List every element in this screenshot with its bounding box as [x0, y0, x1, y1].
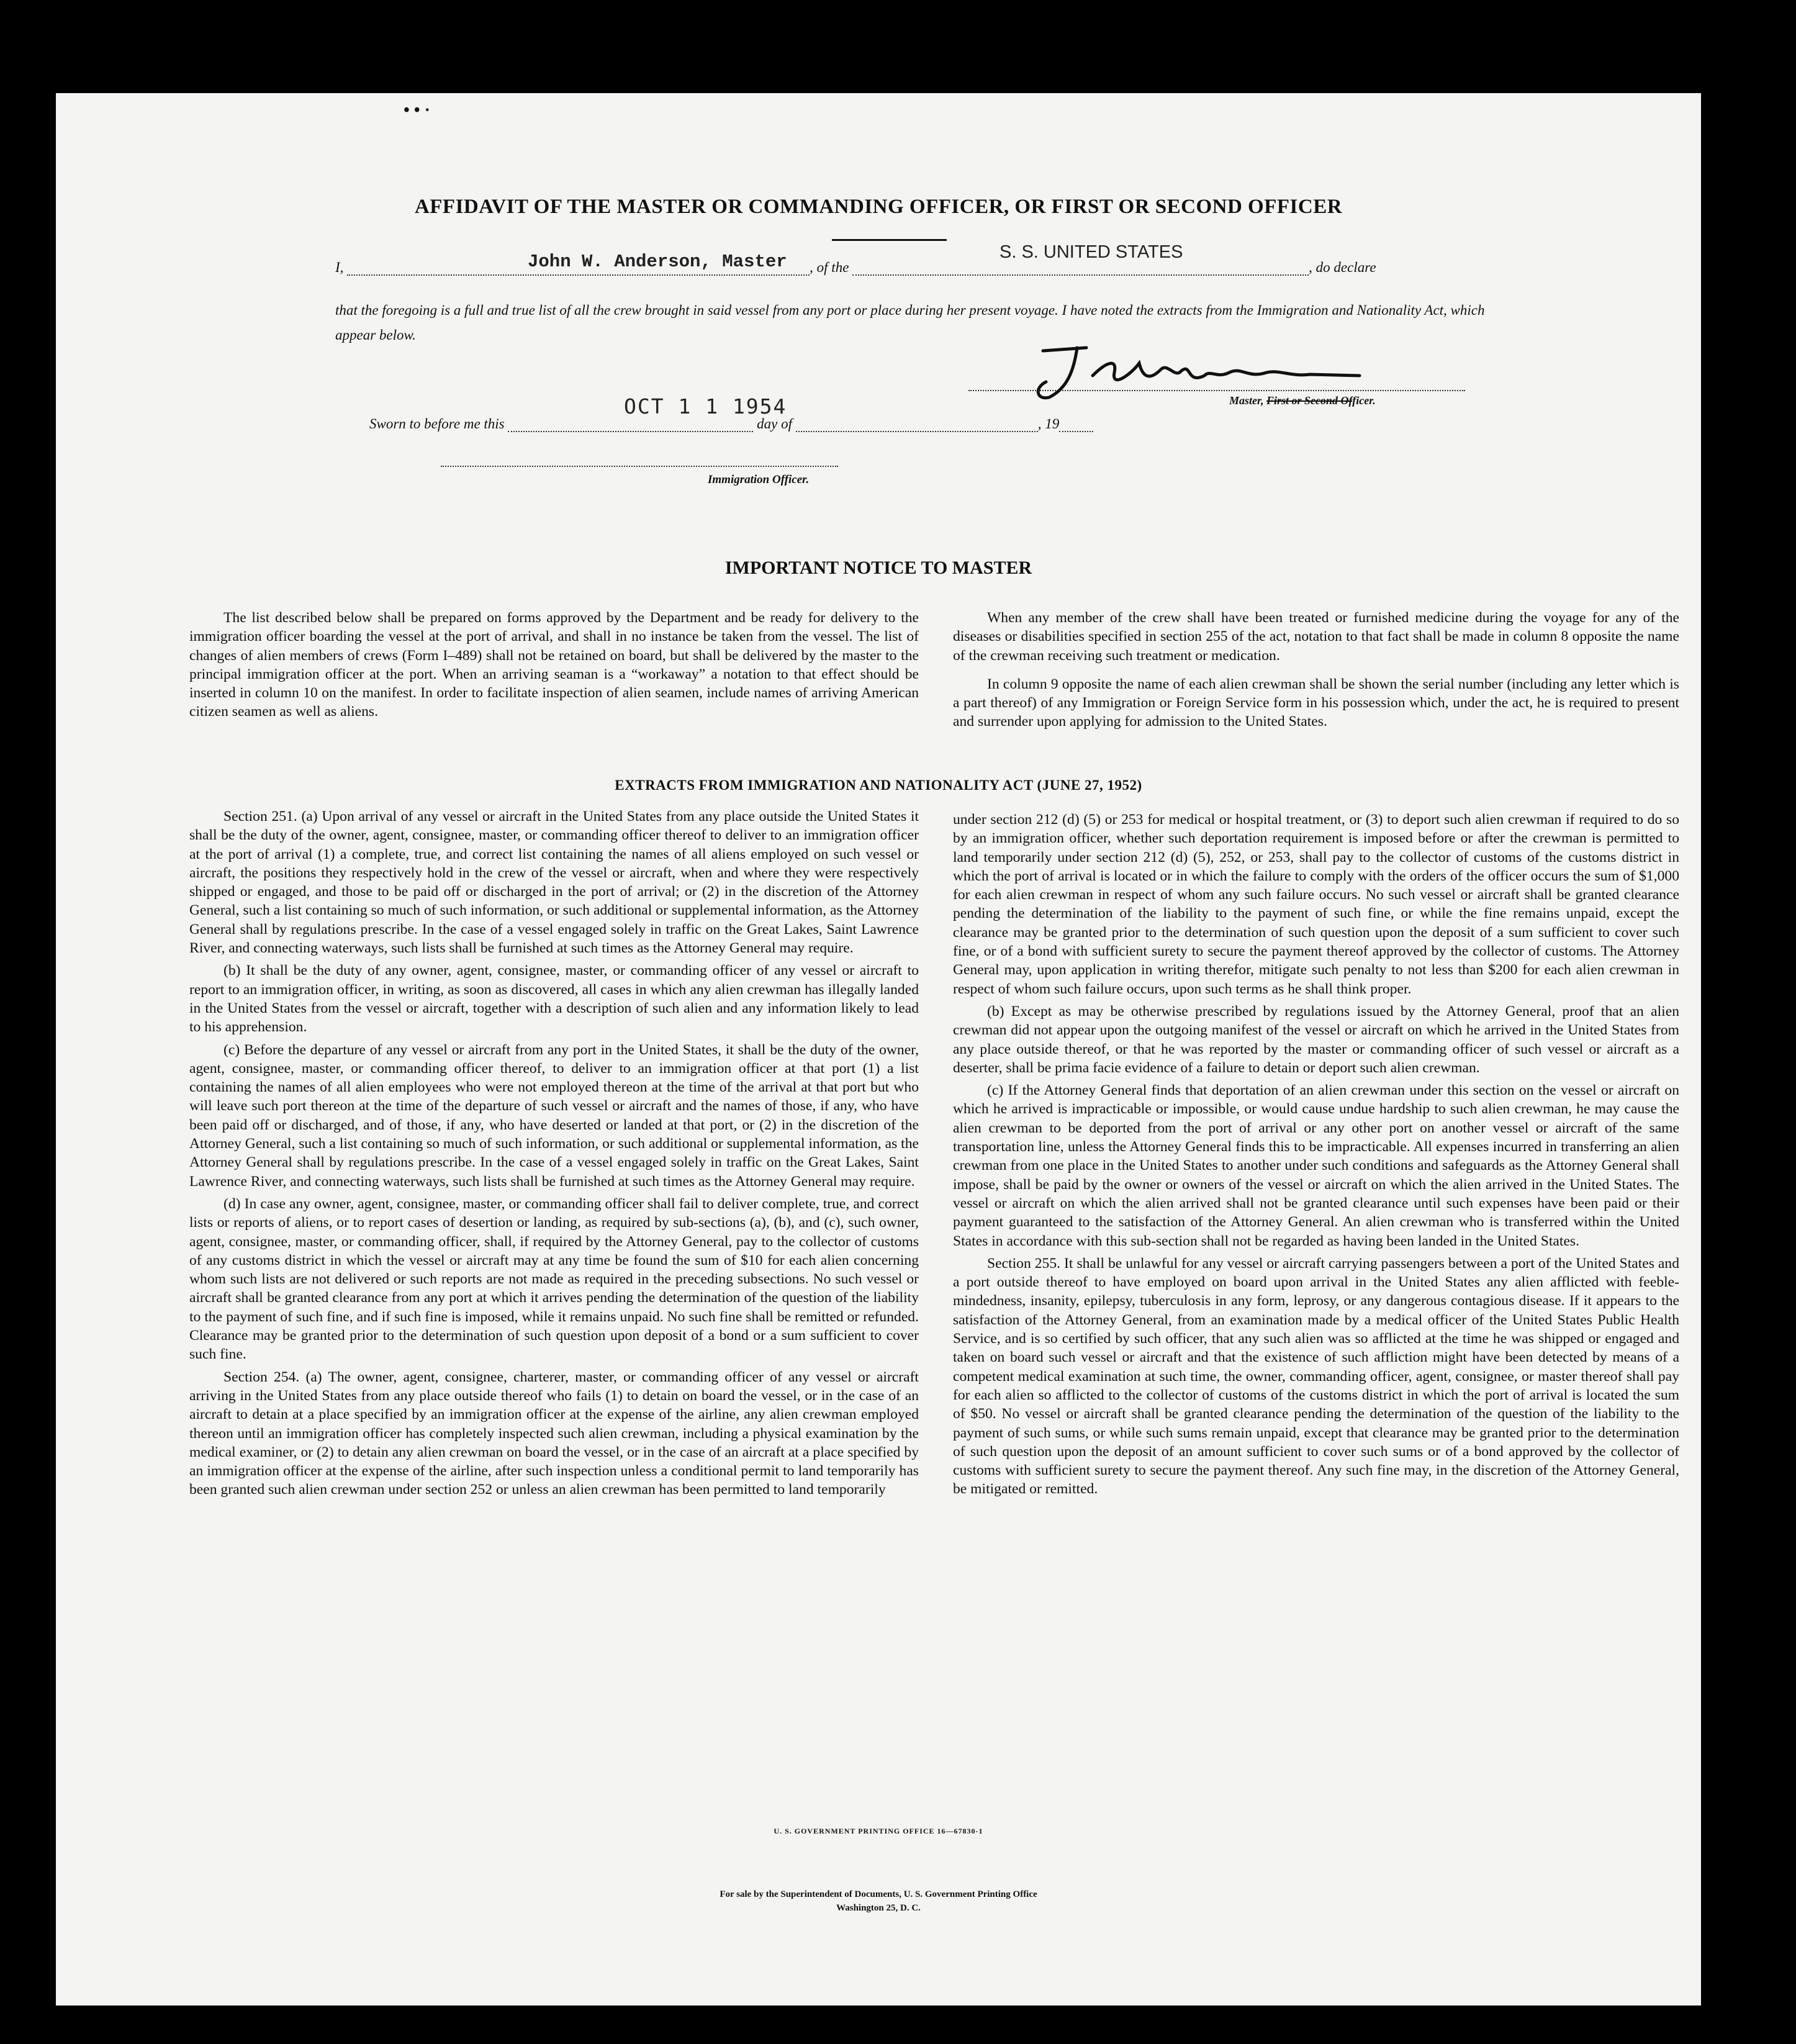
do-declare-label: , do declare [1309, 260, 1376, 275]
section-251-d: (d) In case any owner, agent, consignee, master, or commanding officer shall fail to deliver complete, true, and correct lists or reports of aliens, or to report cases of desertion or landing, as required by sub-sections (a), (b), and (c), such owner, agent, consignee, master, or commanding officer, shall, if required by the Attorney General, pay to the collector of customs of any customs district in which the vessel or aircraft may at any time be found the sum of $10 for each alien concerning whom such lists are not delivered or such reports are not made as required in the preceding subsections. No such vessel or aircraft shall be granted clearance from any port at which it arrives pending the determination of the question of the liability to the payment of such fine, and if such fine is imposed, while it remains unpaid. No such fine shall be remitted or refunded. Clearance may be granted prior to the determination of such question upon deposit of a bond or a sum sufficient to cover such fine. [189, 1195, 919, 1363]
of-the-label: , of the [810, 260, 849, 275]
extracts-right-column [953, 810, 1679, 1499]
document-page [56, 93, 1701, 2006]
section-251-b: (b) It shall be the duty of any owner, agent, consignee, master, or commanding officer of any vessel or aircraft to report to an immigration officer, in writing, as soon as discovered, all cases in which any alien crewman has illegally landed in the United States from the vessel or aircraft, together with a description of such alien and any information likely to lead to his apprehension. [189, 962, 919, 1036]
day-of-label: day of [757, 416, 792, 432]
declarant-name: John W. Anderson, Master [528, 251, 787, 272]
footer [56, 1888, 1701, 1915]
sworn-month-blank [796, 417, 1038, 432]
extracts-title: EXTRACTS FROM IMMIGRATION AND NATIONALITY ACT (JUNE 27, 1952) [615, 777, 1142, 793]
footer-line-2: Washington 25, D. C. [836, 1903, 921, 1913]
date-stamp: OCT 1 1 1954 [624, 394, 787, 418]
footer-line-1: For sale by the Superintendent of Documents, U. S. Government Printing Office [720, 1889, 1037, 1899]
section-254-a-continued: under section 212 (d) (5) or 253 for medical or hospital treatment, or (3) to deport such alien crewman if required to do so by an immigration officer, whether such deportation requirement is imposed before or after the crewman is permitted to land temporarily under section 212 (d) (5), 252, or 253, shall pay to the collector of customs of the customs district in which the port of arrival is located or in which the failure to comply with the orders of the officer occurs the sum of $1,000 for each alien crewman in respect of whom any such failure occurs. No such vessel or aircraft shall be granted clearance pending the determination of the liability to the payment of such fine, or while the fine remains unpaid, except the clearance may be granted prior to the determination of such question upon the deposit of a sum sufficient to cover such fine, or of a bond with sufficient surety to secure the payment thereof approved by the collector of customs. The Attorney General may, upon application in writing therefor, mitigate such penalty to not less than $200 for each alien crewman in respect of whom such failure occurs, upon such terms as he shall think proper. [953, 812, 1679, 997]
signature-caption: Master, First or Second Officer. [1229, 394, 1376, 407]
declaration-line [335, 260, 1515, 276]
notice-paragraph: In column 9 opposite the name of each alien crewman shall be shown the serial number (including any letter which is a part thereof) of any Immigration or Foreign Service form in his possession which, under the act, he is required to present and surrender upon applying for admission to the United States. [953, 676, 1679, 730]
vessel-name: S. S. UNITED STATES [1000, 242, 1183, 262]
section-254-b: (b) Except as may be otherwise prescribed by regulations issued by the Attorney General, proof that an alien crewman did not appear upon the outgoing manifest of the vessel or aircraft on which he arrived in the United States from any place outside thereof, or that he was reported by the master or commanding officer of such vessel or aircraft as a deserter, shall be prima facie evidence of a failure to detain or deport such alien crewman. [953, 1003, 1679, 1076]
extracts-left-column [189, 807, 919, 1499]
section-251-a: Section 251. (a) Upon arrival of any vessel or aircraft in the United States from any place outside the United States it shall be the duty of the owner, agent, consignee, master, or commanding officer thereof to deliver to an immigration officer at the port of arrival (1) a complete, true, and correct list containing the names of all aliens employed on such vessel or aircraft, the positions they respectively hold in the crew of the vessel or aircraft, when and where they were respectively shipped or engaged, and those to be paid off or discharged in the port of arrival; or (2) in the discretion of the Attorney General, such a list containing so much of such information, or such additional or supplemental information, as the Attorney General shall by regulations prescribe. In the case of a vessel engaged solely in traffic on the Great Lakes, Saint Lawrence River, and connecting waterways, such lists shall be furnished at such times as the Attorney General may require. [189, 808, 919, 957]
vessel-blank [852, 261, 1309, 276]
year-label: , 19 [1037, 416, 1060, 432]
section-254-a: Section 254. (a) The owner, agent, consignee, charterer, master, or commanding officer of any vessel or aircraft arriving in the United States from any place outside thereof who fails (1) to detain on board the vessel, or in the case of an aircraft to detain at a place specified by an immigration officer at the expense of the airline, any alien crewman employed thereon until an immigration officer has completely inspected such alien crewman, including a physical examination by the medical examiner, or (2) to detain any alien crewman on board the vessel, or in the case of an aircraft at a place specified by an immigration officer at the expense of the airline, after such inspection unless a conditional permit to land temporarily has been granted such alien crewman under section 252 or unless an alien crewman has been permitted to land temporarily [189, 1368, 919, 1498]
i-label: I, [335, 260, 344, 275]
immigration-officer-label: Immigration Officer. [708, 473, 810, 486]
section-254-c: (c) If the Attorney General finds that deportation of an alien crewman under this section on the vessel or aircraft on which he arrived is impracticable or impossible, or would cause undue hardship to such alien crewman, he may cause the alien crewman to be deported from the port of arrival or any other port on another vessel or aircraft of the same transportation line, unless the Attorney General finds this to be impracticable. All expenses incurred in transferring an alien crewman from one place in the United States to another under such conditions and safeguards as the Attorney General shall impose, shall be paid by the owner or owners of the vessel or aircraft on which the alien arrived in the United States. The vessel or aircraft on which the alien arrived shall not be granted clearance until such expenses have been paid or their payment guaranteed to the satisfaction of the Attorney General. An alien crewman who is transferred within the United States in accordance with this sub-section shall not be regarded as having been landed in the United States. [953, 1082, 1679, 1249]
notice-right-column [953, 608, 1679, 731]
sworn-line [369, 416, 1301, 432]
year-blank [1059, 417, 1093, 432]
notice-title: IMPORTANT NOTICE TO MASTER [724, 558, 1032, 578]
affidavit-title: AFFIDAVIT OF THE MASTER OR COMMANDING OFFICER, OR FIRST OR SECOND OFFICER [414, 196, 1343, 218]
officer-signature-line [441, 466, 838, 467]
title-rule [832, 239, 947, 241]
sworn-label: Sworn to before me this [369, 416, 505, 432]
notice-paragraph: The list described below shall be prepared on forms approved by the Department and be ready for delivery to the immigration officer boarding the vessel at the port of arrival, and shall in no instance be taken from the vessel. The list of changes of alien members of crews (Form I–489) shall not be retained on board, but shall be delivered by the master to the principal immigration officer at the port. When an arriving seaman is a “workaway” a notation to that effect should be inserted in column 10 on the manifest. In order to facilitate inspection of alien seamen, include names of arriving American citizen seamen as well as aliens. [189, 610, 919, 720]
printer-imprint: U. S. GOVERNMENT PRINTING OFFICE 16—67830-1 [774, 1827, 983, 1835]
section-255: Section 255. It shall be unlawful for any vessel or aircraft carrying passengers between a port of the United States and a port outside thereof to have employed on board upon arrival in the United States any alien afflicted with feeble-mindedness, insanity, epilepsy, tuberculosis in any form, leprosy, or any dangerous contagious disease. If it appears to the satisfaction of the Attorney General, from an examination made by a medical officer of the United States Public Health Service, and is so certified by such officer, that any such alien was so afflicted at the time he was shipped or engaged and taken on board such vessel or aircraft and that the existence of such affliction might have been detected by means of a competent medical examination at such time, the owner, commanding officer, agent, consignee, or master thereof shall pay for each alien so afflicted to the collector of customs of the customs district in which the port of arrival is located the sum of $50. No vessel or aircraft shall be granted clearance pending the determination of the question of the liability to the payment of such sums, or while such sums remain unpaid, except that clearance may be granted prior to the determination of such question upon the deposit of an amount sufficient to cover such sums or of a bond approved by the collector of customs with sufficient surety to secure the payment thereof. Any such fine may, in the discretion of the Attorney General, be mitigated or remitted. [953, 1255, 1679, 1498]
section-251-c: (c) Before the departure of any vessel or aircraft from any port in the United States, it shall be the duty of the owner, agent, consignee, master, or commanding officer thereof, to deliver to an immigration officer at that port (1) a list containing the names of all alien employees who were not employed thereon at the time of the arrival at that port but who will leave such port thereon at the time of the departure of such vessel or aircraft and the names of those, if any, who have been paid off or discharged, and of those, if any, who have deserted or landed at that port, or (2) in the discretion of the Attorney General, such a list containing so much of such information, or such additional or supplemental information, as the Attorney General shall by regulations prescribe. In the case of a vessel engaged solely in traffic on the Great Lakes, Saint Lawrence River, and connecting waterways, such lists shall be furnished at such times as the Attorney General may require. [189, 1041, 919, 1190]
notice-left-column [189, 608, 919, 721]
scan-marks: • • · [404, 101, 430, 120]
sworn-day-blank [508, 417, 753, 432]
notice-paragraph: When any member of the crew shall have been treated or furnished medicine during the voyage for any of the diseases or disabilities specified in section 255 of the act, notation to that fact shall be made in column 8 opposite the name of the crewman receiving such treatment or medication. [953, 610, 1679, 664]
declaration-statement: that the foregoing is a full and true list of all the crew brought in said vessel from any port or place during her present voyage. I have noted the extracts from the Immigration and Nationality Act, which appear below. [335, 302, 1485, 343]
